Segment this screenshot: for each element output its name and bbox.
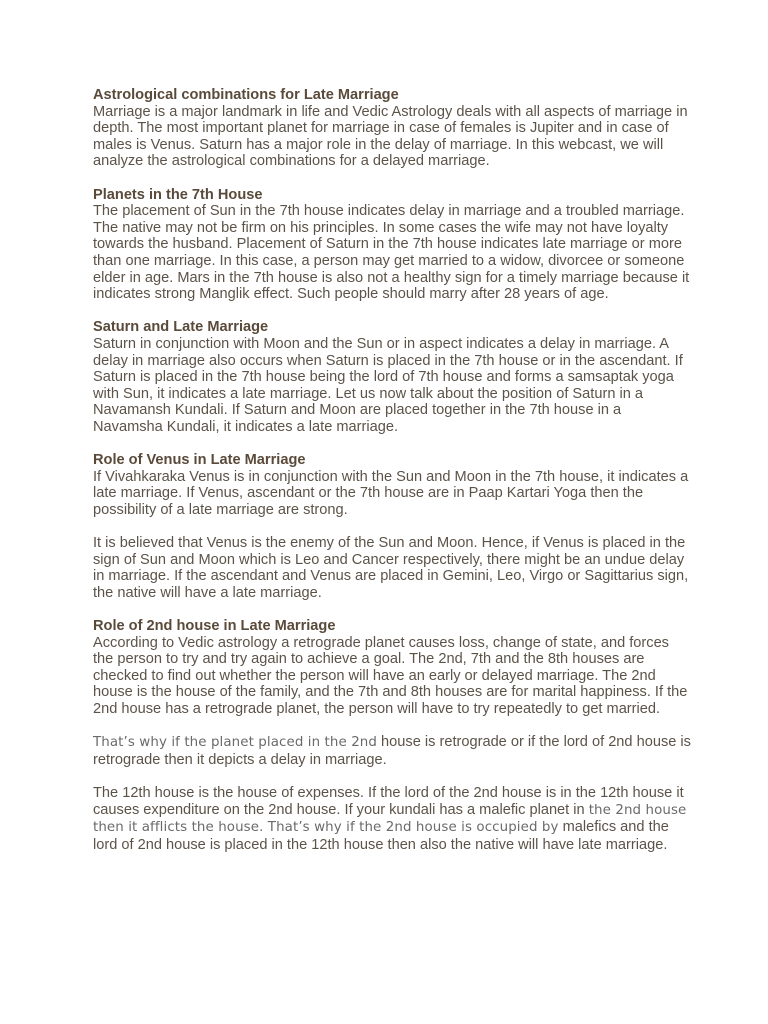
paragraph-fragment: That’s why if the planet placed in the 2nd bbox=[93, 735, 377, 751]
section-paragraph: Marriage is a major landmark in life and Vedic Astrology deals with all aspects of marriage in depth. The most important planet for marriage in case of females is Jupiter and in case of males is Venus. Saturn has a major role in the delay of marriage. In this webcast, we will analyze the astrological combinations for a delayed marriage. bbox=[93, 103, 688, 170]
paragraph-fragment: The 12th house is the house of expenses. If the lord of the 2nd house is in the 12th house it causes expenditure on the 2nd house. If your kundali has a malefic planet in bbox=[93, 784, 684, 818]
section-venus bbox=[93, 452, 693, 601]
section-paragraph: According to Vedic astrology a retrograde planet causes loss, change of state, and forces the person to try and try again to achieve a goal. The 2nd, 7th and the 8th houses are checked to find out whether the person will have an early or delayed marriage. The 2nd house is the house of the family, and the 7th and 8th houses are for marital happiness. If the 2nd house has a retrograde planet, the person will have to try repeatedly to get married. bbox=[93, 634, 688, 717]
section-heading: Role of Venus in Late Marriage bbox=[93, 452, 306, 469]
section-saturn bbox=[93, 319, 693, 435]
paragraph-fragment: house is retrograde or if the lord of 2nd house is retrograde then it depicts a delay in marriage. bbox=[93, 734, 691, 768]
section-heading: Planets in the 7th House bbox=[93, 186, 263, 203]
section-paragraph bbox=[93, 734, 693, 768]
section-paragraph: Saturn in conjunction with Moon and the Sun or in aspect indicates a delay in marriage. A delay in marriage also occurs when Saturn is placed in the 7th house or in the ascendant. If Saturn is placed in the 7th house being the lord of 7th house and forms a samsaptak yoga with Sun, it indicates a late marriage. Let us now talk about the position of Saturn in a Navamansh Kundali. If Saturn and Moon are placed together in the 7th house in a Navamsha Kundali, it indicates a late marriage. bbox=[93, 335, 683, 435]
section-paragraph bbox=[93, 785, 693, 853]
paragraph-fragment: malefics and the lord of 2nd house is placed in the 12th house then also the native will have late marriage. bbox=[93, 819, 669, 853]
section-paragraph: If Vivahkaraka Venus is in conjunction with the Sun and Moon in the 7th house, it indicates a late marriage. If Venus, ascendant or the 7th house are in Paap Kartari Yoga then the possibility of a late marriage are strong. bbox=[93, 468, 689, 518]
section-heading: Role of 2nd house in Late Marriage bbox=[93, 618, 336, 634]
section-heading: Astrological combinations for Late Marriage bbox=[93, 87, 399, 103]
section-2nd-house bbox=[93, 618, 693, 853]
paragraph-fragment: the 2nd house then it afflicts the house. That’s why if the 2nd house is occupied by bbox=[93, 802, 687, 836]
section-heading: Saturn and Late Marriage bbox=[93, 319, 269, 336]
section-planets-7th-house bbox=[93, 187, 693, 303]
section-paragraph: The placement of Sun in the 7th house indicates delay in marriage and a troubled marriage. The native may not be firm on his principles. In some cases the wife may not have loyalty towards the husband. Placement of Saturn in the 7th house indicates late marriage or more than one marriage. In this case, a person may get married to a widow, divorcee or someone elder in age. Mars in the 7th house is also not a healthy sign for a timely marriage because it indicates strong Manglik effect. Such people should marry after 28 years of age. bbox=[93, 203, 690, 303]
document-page bbox=[93, 87, 693, 870]
section-paragraph: It is believed that Venus is the enemy of the Sun and Moon. Hence, if Venus is placed in the sign of Sun and Moon which is Leo and Cancer respectively, there might be an undue delay in marriage. If the ascendant and Venus are placed in Gemini, Leo, Virgo or Sagittarius sign, the native will have a late marriage. bbox=[93, 535, 689, 601]
section-late-marriage bbox=[93, 87, 693, 170]
